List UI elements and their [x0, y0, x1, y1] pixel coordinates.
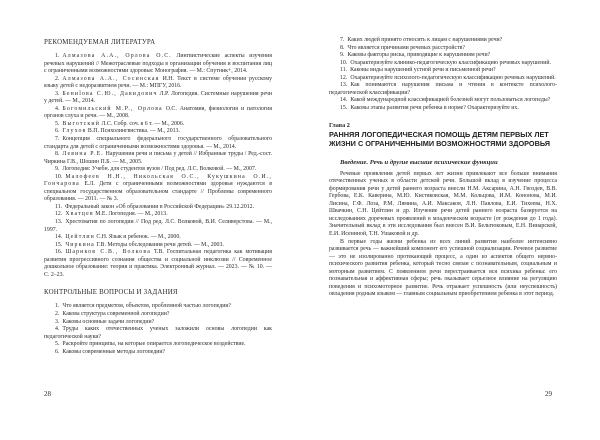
reference-authors: Хватцев [65, 211, 94, 218]
reference-number: 9. [55, 166, 60, 173]
reference-item [44, 234, 272, 242]
reference-number: 14. [55, 234, 63, 241]
reference-text: Л.Р. Логопедия. Системные нарушения речи у детей. — М., 2014. [44, 90, 272, 105]
question-number: 8. [340, 44, 345, 51]
question-text: Что является предметом, объектом, проблемной частью логопедии? [62, 303, 232, 310]
question-text: Какова структура современной логопедии? [62, 310, 170, 317]
reference-text: Концепция специального федерального государственного образовательного стандарта для детей с ограниченными возможностями здоровья. — М., 2014. [44, 136, 272, 150]
question-item [329, 97, 557, 105]
reference-text: С.Н. Язык и ребенок. — М., 2000. [94, 234, 181, 241]
question-text: Охарактеризуйте клинико-педагогическую классификацию речевых нарушений. [350, 59, 551, 66]
reference-item [44, 219, 272, 234]
reference-text: И.Н. Текст в системе обучения русскому языку детей с недоразвитием речи. — М.: МПГУ, 2016. [44, 75, 272, 90]
reference-item [44, 166, 272, 174]
question-number: 2. [55, 310, 60, 317]
paragraph: В первые годы жизни ребенка из всех линий развития наиболее интенсивно развивается речь — важнейший компонент его успешной социализации. Речевое развитие — это не изолированно протекающий процесс, а один из аспектов общего нервно-психического развития ребенка, который тесно связан с познавательным, социальным и моторным развитием. С появлением речи перестраивается вся психика ребенка: его познавательная и аффективная сферы; речь оказывает серьезное влияние на регуляцию поведения и психомоторное развитие. Речь отражает успешность (или неуспешность) овладения родным языком — главным социальным приобретением ребенка в этот период. [329, 238, 557, 298]
question-item [329, 45, 557, 53]
question-item [329, 52, 557, 60]
reference-text: В.П. Психолингвистика. — М., 2013. [86, 128, 180, 135]
reference-authors: Выготский [62, 120, 100, 127]
question-item [44, 319, 272, 327]
question-number: 13. [340, 82, 348, 89]
question-number: 14. [340, 97, 348, 104]
question-number: 3. [55, 318, 60, 325]
section-title: Введение. Речь и другие высшие психические функции [340, 158, 498, 166]
question-number: 15. [340, 104, 348, 111]
reference-item [44, 76, 272, 91]
reference-authors: Цейтлин [65, 234, 95, 241]
reference-authors: Шариков С.В., Волкова [65, 249, 151, 256]
chapter-label: Глава 2 [329, 122, 350, 130]
reference-authors: Малофеев Н.Н., Никольская О.С., Кукушкина О.И., Гончарова [44, 173, 272, 188]
chapter-title: РАННЯЯ ЛОГОПЕДИЧЕСКАЯ ПОМОЩЬ ДЕТЯМ ПЕРВЫХ ЛЕТ ЖИЗНИ С ОГРАНИЧЕННЫМИ ВОЗМОЖНОСТЯМИ ЗДОРОВЬЯ [329, 130, 551, 149]
reference-item [44, 204, 272, 212]
question-item [44, 326, 272, 341]
reference-item [44, 211, 272, 219]
reference-text: Хрестоматия по логопедии // Под ред. Л.С. Волковой, В.И. Селиверстова. — М., 1997. [44, 219, 272, 233]
question-item [44, 349, 272, 357]
question-item [329, 82, 557, 97]
reference-text: М.Е. Логопедия. — М., 2013. [93, 211, 168, 218]
question-text: Какой международной классификацией болезней могут пользоваться логопеды? [350, 97, 551, 104]
reference-authors: Левина Р.Е. [62, 151, 104, 158]
reference-number: 6. [55, 128, 60, 135]
reference-text: Л.С. Собр. соч. в 6 т. — М., 2006. [99, 120, 185, 127]
question-item [329, 67, 557, 75]
reference-authors: Чиркина [65, 241, 95, 248]
questions-list-continued [329, 37, 557, 112]
reference-number: 3. [55, 90, 60, 97]
reference-item [44, 151, 272, 166]
reference-authors: Бениlова С.Ю., Давидович [62, 90, 158, 97]
question-number: 12. [340, 74, 348, 81]
reference-number: 1. [55, 53, 60, 59]
question-number: 9. [340, 52, 345, 59]
reference-item [44, 174, 272, 204]
question-text: Каковы виды нарушений устной речи и письменной речи? [350, 67, 496, 74]
question-number: 5. [55, 341, 60, 348]
reference-item [44, 136, 272, 151]
question-item [329, 105, 557, 113]
reference-text: Федеральный закон «Об образовании в Российской Федерации» 29.12.2012. [65, 203, 255, 210]
reference-text: Т.В. Госпитальная педагогика как мотивация развития прогрессивного сознания общества и социальной инклюзии // Современное дошкольное образование: теория и практика. Электронный журнал. — 2023. — № 10. — С. 2–23. [44, 249, 272, 278]
reference-number: 12. [55, 211, 63, 218]
reference-number: 11. [55, 203, 63, 210]
reference-item [44, 121, 272, 129]
reference-number: 16. [55, 249, 63, 256]
question-text: Труды каких отечественных ученых заложили основы логопедии как педагогической науки? [44, 326, 272, 340]
reference-number: 8. [55, 151, 60, 158]
reference-number: 15. [55, 241, 63, 248]
references-heading: РЕКОМЕНДУЕМАЯ ЛИТЕРАТУРА [44, 39, 156, 46]
reference-number: 10. [55, 173, 63, 180]
reference-number: 13. [55, 219, 63, 226]
question-number: 10. [340, 59, 348, 66]
reference-text: Нарушения речи и письма у детей // Избранные труды / Ред.-сост. Чиркина Г.В., Шошин П.Б. — М., 2005. [44, 151, 273, 165]
question-text: Раскройте принципы, на которые опирается логопедическое воздействие. [62, 341, 246, 348]
question-item [329, 37, 557, 45]
questions-heading: КОНТРОЛЬНЫЕ ВОПРОСЫ И ЗАДАНИЯ [44, 289, 178, 297]
question-number: 11. [340, 67, 348, 74]
question-text: Охарактеризуйте психолого-педагогическую классификацию речевых нарушений. [350, 74, 556, 81]
question-item [44, 311, 272, 319]
question-text: Каковы этапы развития речи ребенка в норме? Охарактеризуйте их. [350, 104, 519, 111]
reference-authors: Богомильский М.Р., Орлова [62, 105, 163, 112]
question-text: Как понимаются нарушения письма и чтения в контексте психолого-педагогической классификации? [329, 82, 557, 96]
right-page-content [329, 37, 557, 299]
paragraph: Речевые проявления детей первых лет жизни привлекают все больше внимания отечественных ученых в области детской речи. Большой вклад в изучение процесса формирования речи у детей раннего возраста внесли Н.М. Аксарина, А.Н. Гвоздев, В.В. Гербова, Е.К. Каверина, М.Ю. Кистяковская, М.М. Кольцова, И.М. Кононова, М.И. Лисина, Г.Ф. Лоза, Р.М. Лямина, А.И. Максаков, Л.Н. Павлова, Е.И. Тихеева, Н.Х. Швачкин, С.Н. Цейтлин и др. Изучение речи детей раннего возраста базируется на исследованиях доречевых проявлений в младенческом возрасте (от рождения до 1 года). Значительный вклад в эти исследования был внесен В.И. Бельтюковым, Е.Н. Винарской, Е.И. Исениной, Т.Н. Ушаковой и др. [329, 170, 557, 238]
reference-authors: Алмазова А.А., Орлова О.С. [62, 53, 172, 59]
question-item [44, 341, 272, 349]
left-page-content [44, 38, 272, 356]
question-item [44, 303, 272, 311]
reference-text: Г.В. Методы обследования речи детей. — М., 2003. [94, 241, 224, 248]
reference-item [44, 53, 272, 76]
reference-authors: Глухов [62, 128, 87, 135]
reference-number: 7. [55, 136, 60, 143]
question-number: 7. [340, 37, 345, 43]
reference-item [44, 128, 272, 136]
reference-item [44, 249, 272, 279]
references-list [44, 53, 272, 279]
reference-number: 5. [55, 120, 60, 127]
question-number: 4. [55, 326, 60, 333]
question-text: Каковы современные методы логопедии? [62, 348, 166, 355]
reference-item [44, 106, 272, 121]
question-text: Каких людей принято относить к лицам с нарушениями речи? [347, 37, 503, 43]
question-number: 6. [55, 348, 60, 355]
reference-text: Е.Л. Дети с ограниченными возможностями здоровья нуждаются в специальном государственном образовательном стандарте // Проблемы современного образования. — 2011. — № 3. [44, 181, 272, 203]
questions-list [44, 303, 272, 356]
reference-text: О.С. Анатомия, физиология и патология органов слуха и речи. — М., 2008. [44, 105, 272, 120]
question-text: Что является причинами речевых расстройств? [347, 44, 466, 51]
reference-authors: Алмазова А.А., Сосинская [62, 75, 160, 82]
page-number: 28 [44, 390, 51, 398]
page-number: 29 [545, 390, 552, 398]
reference-item [44, 242, 272, 250]
reference-text: Логопедия: Учебн. для студентов вузов / Под ред. Л.С. Волковой. — М., 2007. [62, 166, 257, 173]
question-item [329, 75, 557, 83]
question-number: 1. [55, 303, 60, 310]
reference-text: Лингвистические аспекты изучения речевых нарушений // Межотраслевые подходы в организации обучения и воспитания лиц с ограниченными возможностями здоровья: Монография. — М.: Спутник+, 2014. [44, 53, 272, 75]
body-text [329, 171, 557, 299]
question-text: Каковы основные задачи логопедии? [62, 318, 155, 325]
reference-number: 4. [55, 105, 60, 112]
reference-item [44, 91, 272, 106]
reference-number: 2. [55, 75, 60, 82]
question-text: Каковы факторы риска, приводящие к нарушениям речи? [347, 52, 491, 59]
right-page [300, 0, 600, 440]
